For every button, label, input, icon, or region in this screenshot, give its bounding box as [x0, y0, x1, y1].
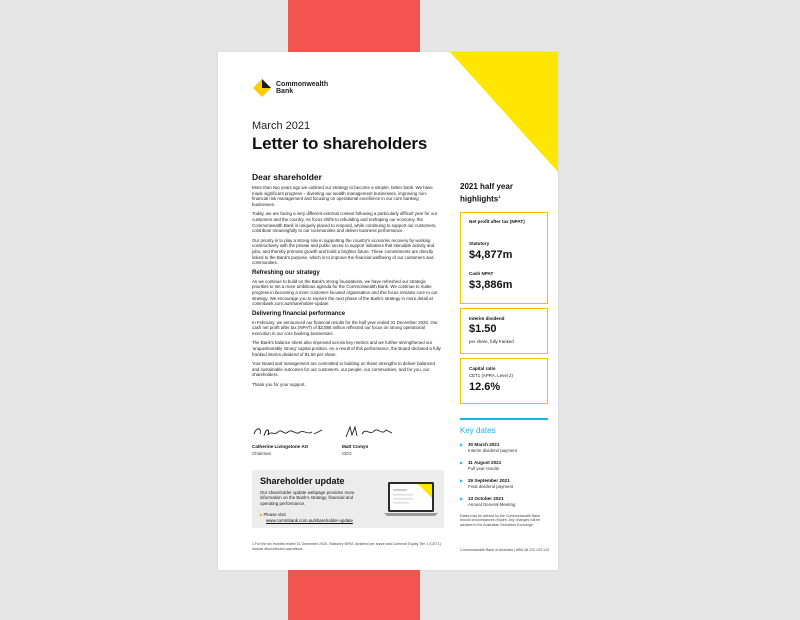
- key-dates-rule: [460, 418, 548, 420]
- arrow-icon: ▶: [460, 460, 464, 465]
- logo-line2: Bank: [276, 88, 294, 95]
- arrow-icon: ▶: [460, 442, 464, 447]
- shareholder-update-panel: [252, 470, 444, 528]
- signatures: [252, 424, 442, 464]
- letter-body: [252, 172, 442, 392]
- key-date: 13 October 2021: [468, 496, 504, 501]
- shareholder-update-title: Shareholder update: [260, 476, 345, 486]
- footnote: 1 For the six months ended 31 December 2020. Statutory NPAT, dividend per share and Common Equity Tier 1 (CET1) include discontinued operations.: [252, 542, 441, 551]
- signatory-role-chairman: Chairman: [252, 451, 272, 456]
- visit-label: Please visit: [263, 512, 286, 517]
- paragraph-6: The Bank's balance sheet also improved across key metrics and we further strengthened our 'unquestionably strong' capital position. As a result of this performance, the Board declared a fully franked interim dividend of $1.50 per share.: [252, 340, 441, 357]
- shareholder-update-text: Our shareholder update webpage provides more information on the Bank's strategy, financial and operating performance.: [260, 490, 355, 506]
- letter-date: March 2021: [252, 120, 311, 132]
- paragraph-1: More than two years ago we outlined our strategy to become a simpler, better bank. We have made significant progress – divesting our wealth management businesses, improving non-financial risk management and focusing on operational excellence in our core banking businesses.: [252, 185, 433, 207]
- signature-ceo: [342, 424, 414, 445]
- diamond-logo-icon: [252, 78, 272, 98]
- shareholder-update-visit: [260, 512, 286, 517]
- dividend-box: [460, 308, 548, 354]
- paragraph-5: In February, we announced our financial results for the half year ended 31 December 2020. Our cash net profit after tax (NPAT) of $3,886 million reflected our focus on strong operational execution in our core banking businesses.: [252, 319, 438, 336]
- signatory-role-ceo: CEO: [342, 451, 352, 456]
- paragraph-8: Thank you for your support.: [252, 382, 306, 388]
- highlights-title: [460, 182, 548, 205]
- signatory-name-chairman: Catherine Livingstone AO: [252, 444, 309, 449]
- key-date-desc: Final dividend payment: [468, 484, 514, 489]
- key-dates-title: Key dates: [460, 426, 496, 435]
- dividend-desc: per share, fully franked: [469, 339, 514, 344]
- capital-ratio-value: 12.6%: [469, 381, 501, 393]
- signatory-name-ceo: Matt Comyn: [342, 444, 369, 449]
- key-date: 30 March 2021: [468, 442, 500, 447]
- yellow-corner-triangle: [450, 52, 558, 172]
- highlights-title-text: 2021 half year highlights: [460, 182, 513, 204]
- capital-ratio-label: Capital ratio: [469, 366, 496, 371]
- highlights-footnote-mark: 1: [498, 194, 501, 199]
- npat-heading: Net profit after tax (NPAT): [469, 219, 525, 224]
- heading-refreshing-strategy: Refreshing our strategy: [252, 269, 320, 276]
- arrow-icon: ▸: [260, 512, 263, 517]
- dividend-value: $1.50: [469, 323, 497, 335]
- arrow-icon: ▶: [460, 496, 464, 501]
- greeting: Dear shareholder: [252, 172, 322, 182]
- paragraph-7: Your Board and management are committed to building on these strengths to deliver balanced and sustainable outcomes for our customers, our people, our communities, and for you, our shareholders.: [252, 361, 435, 378]
- paragraph-4: As we continue to build on the Bank's strong foundations, we have refreshed our strategic priorities to set a more ambitious agenda for the Commonwealth Bank. We continue to make progress in becoming a more customer-focused organisation and this focus remains core to our strategy. We encourage you to explore the next phase of the Bank's strategy in more detail at commbank.com.au/shareholder-update.: [252, 278, 438, 307]
- brand-logo: [252, 78, 328, 98]
- key-date: 29 September 2021: [468, 478, 510, 483]
- arrow-icon: ▶: [460, 478, 464, 483]
- handwritten-signature-ceo: [342, 424, 414, 440]
- statutory-value: $4,877m: [469, 249, 513, 261]
- capital-ratio-sub: CET1 (APRA, Level 2): [469, 373, 513, 378]
- key-date: 11 August 2021: [468, 460, 502, 465]
- capital-ratio-box: [460, 358, 548, 404]
- statutory-label: Statutory: [469, 241, 490, 246]
- logo-line1: Commonwealth: [276, 81, 329, 88]
- key-date-desc: Interim dividend payment: [468, 448, 518, 453]
- dividend-label: Interim dividend: [469, 316, 505, 321]
- page-title: Letter to shareholders: [252, 134, 428, 153]
- highlights-heading: [460, 182, 548, 205]
- npat-box: [460, 212, 548, 304]
- heading-financial-performance: Delivering financial performance: [252, 310, 346, 317]
- key-date-desc: Full year results: [468, 466, 499, 471]
- handwritten-signature-chairman: [252, 424, 324, 440]
- cash-npat-label: Cash NPAT: [469, 271, 494, 276]
- cash-npat-value: $3,886m: [469, 279, 513, 291]
- key-date-desc: Annual General Meeting: [468, 502, 516, 507]
- paragraph-2: Today, we are facing a very different external context following a particularly difficult year for our customers and the country. As focus shifts to rebuilding and reshaping our economy, the Commonwealth Bank is uniquely placed to respond, while continuing to support our customers, contribute meaningfully to our communities and deliver business performance.: [252, 211, 438, 234]
- abn-footer: Commonwealth Bank of Australia | ABN 48 123 123 124: [460, 548, 550, 552]
- logo-wordmark: [276, 81, 328, 95]
- paragraph-3: Our priority is to play a strong role in supporting the country's economic recovery by working constructively with the private and public sector to support initiatives that stimulate activity and jobs, and thereby promote growth and build a brighter future. These commitments are directly linked to the Bank's purpose, which is to improve the financial wellbeing of our customers and communities.: [252, 237, 435, 266]
- key-dates-note: Dates may be altered by the Commonwealth Bank should circumstances require. Any changes will be advised to the Australian Securities Exchange.: [460, 514, 541, 527]
- laptop-icon: [382, 478, 440, 520]
- shareholder-update-link[interactable]: www.commbank.com.au/shareholder-update: [266, 518, 353, 523]
- signature-chairman: [252, 424, 324, 445]
